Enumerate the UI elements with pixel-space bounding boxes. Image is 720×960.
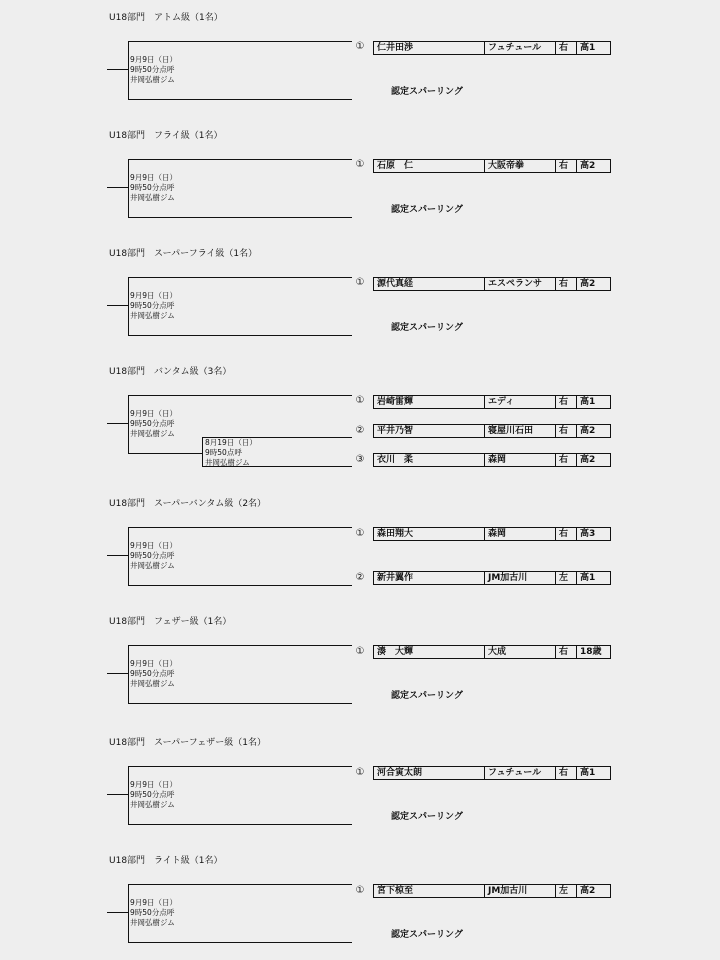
entry-row [373, 424, 611, 438]
entry-row [373, 645, 611, 659]
seed-number: ① [355, 646, 365, 657]
bracket-line [128, 527, 352, 528]
stance: 右 [556, 278, 577, 290]
gym-name: 森岡 [485, 528, 556, 540]
division-atom [0, 12, 720, 117]
stance: 右 [556, 454, 577, 466]
grade: 高1 [580, 43, 596, 53]
grade: 高2 [580, 426, 596, 436]
division-light [0, 855, 720, 960]
division-title: U18部門 スーパーフェザー級（1名） [109, 738, 266, 748]
bracket-line [128, 645, 129, 704]
bracket-line [128, 335, 352, 336]
bracket-line [128, 645, 352, 646]
seed-number: ① [355, 528, 365, 539]
stance: 右 [556, 160, 577, 172]
grade: 高2 [580, 161, 596, 171]
entry-row [373, 884, 611, 898]
boxer-name: 湊 大輝 [374, 646, 485, 658]
bracket-line [107, 69, 129, 70]
stance: 左 [556, 572, 577, 584]
boxer-name: 石原 仁 [374, 160, 485, 172]
entry-row [373, 41, 611, 55]
bracket-line [128, 159, 129, 218]
gym-name: フュチュール [485, 42, 556, 54]
seed-number: ① [355, 395, 365, 406]
bracket-line [107, 673, 129, 674]
bracket-line [128, 884, 352, 885]
gym-name: JM加古川 [485, 572, 556, 584]
gym-name: 寝屋川石田 [485, 425, 556, 437]
seed-number: ① [355, 767, 365, 778]
schedule-note: 9月9日（日） 9時50分点呼 井岡弘樹ジム [130, 409, 178, 438]
grade: 高2 [580, 455, 596, 465]
sparring-note: 認定スパーリング [391, 323, 463, 333]
division-title: U18部門 ライト級（1名） [109, 856, 223, 866]
division-title: U18部門 フライ級（1名） [109, 131, 223, 141]
boxer-name: 仁井田渉 [374, 42, 485, 54]
grade: 高1 [580, 397, 596, 407]
division-title: U18部門 スーパーバンタム級（2名） [109, 499, 267, 509]
bracket-line [202, 437, 203, 467]
bracket-line [107, 555, 129, 556]
grade: 高2 [580, 886, 596, 896]
division-title: U18部門 スーパーフライ級（1名） [109, 249, 258, 259]
bracket-line [128, 277, 129, 336]
schedule-note: 9月9日（日） 9時50分点呼 井岡弘樹ジム [130, 541, 178, 570]
bracket-line [128, 41, 352, 42]
bracket-line [128, 99, 352, 100]
bracket-line [107, 423, 129, 424]
boxer-name: 新井翼作 [374, 572, 485, 584]
division-title: U18部門 フェザー級（1名） [109, 617, 232, 627]
grade: 高1 [580, 573, 596, 583]
schedule-note: 9月9日（日） 9時50分点呼 井岡弘樹ジム [130, 780, 178, 809]
division-super-fly [0, 248, 720, 353]
division-title: U18部門 アトム級（1名） [109, 13, 223, 23]
bracket-line [128, 159, 352, 160]
grade: 高2 [580, 279, 596, 289]
seed-number: ① [355, 41, 365, 52]
seed-number: ① [355, 277, 365, 288]
bracket-line [107, 912, 129, 913]
grade: 高3 [580, 529, 596, 539]
entry-row [373, 159, 611, 173]
bracket-line [128, 395, 352, 396]
schedule-note: 9月9日（日） 9時50分点呼 井岡弘樹ジム [130, 898, 178, 927]
gym-name: フュチュール [485, 767, 556, 779]
bracket-line [128, 884, 129, 943]
stance: 右 [556, 646, 577, 658]
division-bantam [0, 366, 720, 476]
grade: 18歳 [580, 647, 602, 657]
sparring-note: 認定スパーリング [391, 812, 463, 822]
stance: 右 [556, 396, 577, 408]
bracket-line [128, 527, 129, 586]
boxer-name: 岩崎雷輝 [374, 396, 485, 408]
bracket-line [128, 217, 352, 218]
seed-number: ① [355, 159, 365, 170]
bracket-line [128, 41, 129, 100]
sparring-note: 認定スパーリング [391, 205, 463, 215]
division-super-feather [0, 737, 720, 842]
bracket-line [128, 942, 352, 943]
schedule-note: 9月9日（日） 9時50分点呼 井岡弘樹ジム [130, 173, 178, 202]
stance: 左 [556, 885, 577, 897]
schedule-note-2: 8月19日（日） 9時50点呼 井岡弘樹ジム [205, 438, 257, 467]
boxer-name: 源代真経 [374, 278, 485, 290]
seed-number: ③ [355, 454, 365, 465]
bracket-line [128, 453, 203, 454]
entry-row [373, 395, 611, 409]
boxer-name: 河合寅太朗 [374, 767, 485, 779]
boxer-name: 森田翔大 [374, 528, 485, 540]
boxer-name: 衣川 柔 [374, 454, 485, 466]
gym-name: 大阪帝拳 [485, 160, 556, 172]
entry-row [373, 571, 611, 585]
gym-name: エスペランサ [485, 278, 556, 290]
bracket-line [128, 277, 352, 278]
entry-row [373, 527, 611, 541]
division-title: U18部門 バンタム級（3名） [109, 367, 232, 377]
schedule-note: 9月9日（日） 9時50分点呼 井岡弘樹ジム [130, 659, 178, 688]
bracket-line [107, 305, 129, 306]
grade: 高1 [580, 768, 596, 778]
division-super-bantam [0, 498, 720, 603]
stance: 右 [556, 42, 577, 54]
entry-row [373, 766, 611, 780]
stance: 右 [556, 528, 577, 540]
stance: 右 [556, 767, 577, 779]
bracket-line [128, 766, 129, 825]
bracket-line [128, 395, 129, 454]
bracket-line [128, 585, 352, 586]
bracket-line [128, 703, 352, 704]
entry-row [373, 277, 611, 291]
stance: 右 [556, 425, 577, 437]
gym-name: JM加古川 [485, 885, 556, 897]
seed-number: ② [355, 572, 365, 583]
bracket-line [128, 766, 352, 767]
sparring-note: 認定スパーリング [391, 930, 463, 940]
boxer-name: 宮下椋至 [374, 885, 485, 897]
entry-row [373, 453, 611, 467]
bracket-line [128, 824, 352, 825]
bracket-line [107, 794, 129, 795]
sparring-note: 認定スパーリング [391, 691, 463, 701]
gym-name: 大成 [485, 646, 556, 658]
division-feather [0, 616, 720, 721]
schedule-note: 9月9日（日） 9時50分点呼 井岡弘樹ジム [130, 291, 178, 320]
seed-number: ② [355, 425, 365, 436]
sparring-note: 認定スパーリング [391, 87, 463, 97]
bracket-line [107, 187, 129, 188]
boxer-name: 平井乃智 [374, 425, 485, 437]
schedule-note: 9月9日（日） 9時50分点呼 井岡弘樹ジム [130, 55, 178, 84]
seed-number: ① [355, 885, 365, 896]
division-fly [0, 130, 720, 235]
gym-name: エディ [485, 396, 556, 408]
gym-name: 森岡 [485, 454, 556, 466]
